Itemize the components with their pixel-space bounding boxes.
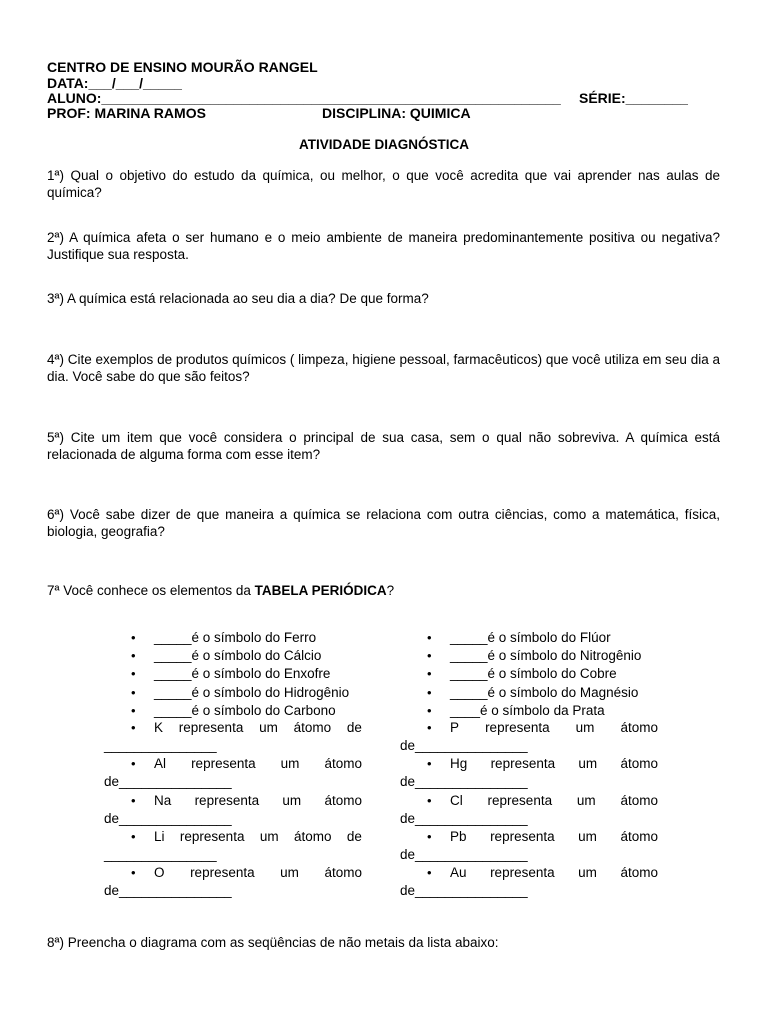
atom-word: um: [280, 756, 300, 772]
bullet-icon: •: [131, 828, 136, 844]
atom-answer-line: _______________: [104, 846, 217, 862]
atom-word: átomo: [620, 792, 658, 808]
atom-word: representa: [490, 828, 555, 844]
atom-item: [400, 865, 658, 901]
atom-word: um: [578, 756, 598, 772]
bullet-icon: •: [131, 792, 136, 808]
atom-word: representa: [179, 828, 245, 844]
question-4: 4ª) Cite exemplos de produtos químicos ( limpeza, higiene pessoal, farmacêuticos) que você utiliza em seu dia a dia. Você sabe do que são feitos?: [47, 352, 720, 384]
bullet-icon: •: [427, 828, 432, 844]
bullet-icon: •: [427, 648, 432, 664]
bullet-icon: •: [131, 666, 136, 682]
atom-word: átomo: [294, 828, 332, 844]
symbol-text: ____é o símbolo da Prata: [450, 702, 605, 718]
symbol-text: _____é o símbolo do Magnésio: [450, 684, 639, 700]
school-name: CENTRO DE ENSINO MOURÃO RANGEL: [47, 59, 318, 75]
atom-first-line: [154, 829, 362, 847]
symbol-item: [104, 684, 362, 702]
grade-line: SÉRIE:________: [579, 90, 688, 106]
symbol-item: [400, 647, 658, 665]
atom-first-line: [154, 793, 362, 811]
atom-word: representa: [191, 756, 256, 772]
atom-item: [104, 720, 362, 756]
atom-word: átomo: [324, 792, 362, 808]
symbol-text: _____é o símbolo do Hidrogênio: [154, 684, 350, 700]
right-element-column: [400, 629, 658, 901]
bullet-icon: •: [427, 630, 432, 645]
symbol-text: _____é o símbolo do Nitrogênio: [450, 648, 642, 664]
atom-word: de: [346, 719, 362, 735]
bullet-icon: •: [427, 719, 432, 735]
bullet-icon: •: [131, 648, 136, 664]
bullet-icon: •: [427, 865, 432, 881]
question-7: [47, 582, 720, 599]
symbol-item: [104, 702, 362, 720]
atom-first-line: [450, 865, 658, 883]
atom-word: um: [280, 865, 299, 881]
symbol-text: _____é o símbolo do Carbono: [154, 702, 336, 718]
question-3: 3ª) A química está relacionada ao seu dia a dia? De que forma?: [47, 291, 429, 306]
atom-answer-line: _______________: [104, 737, 217, 753]
atom-answer-line: de_______________: [400, 810, 528, 826]
atom-word: um: [259, 719, 278, 735]
atom-word: Cl: [450, 792, 463, 808]
atom-item: [104, 756, 362, 792]
atom-word: átomo: [620, 865, 658, 881]
bullet-icon: •: [131, 630, 136, 645]
symbol-item: [104, 629, 362, 647]
teacher-name: PROF: MARINA RAMOS: [47, 105, 206, 121]
atom-answer-line: de_______________: [400, 883, 528, 899]
bullet-icon: •: [427, 756, 432, 772]
bullet-icon: •: [427, 666, 432, 682]
atom-first-line: [154, 865, 362, 883]
atom-word: representa: [194, 792, 260, 808]
bullet-icon: •: [131, 756, 136, 772]
question-7-bold: TABELA PERIÓDICA: [254, 583, 387, 598]
atom-word: representa: [178, 719, 244, 735]
atom-word: K: [154, 719, 164, 735]
atom-answer-line: de_______________: [400, 737, 528, 753]
atom-word: um: [578, 865, 597, 881]
atom-item: [400, 720, 658, 756]
atom-answer-line: de_______________: [400, 846, 528, 862]
symbol-item: [400, 665, 658, 683]
atom-word: Au: [450, 865, 467, 881]
atom-word: representa: [487, 792, 553, 808]
atom-word: representa: [485, 719, 550, 735]
atom-word: um: [282, 792, 302, 808]
symbol-item: [104, 665, 362, 683]
atom-word: um: [578, 828, 597, 844]
symbol-text: _____é o símbolo do Ferro: [154, 630, 317, 645]
atom-word: um: [576, 792, 596, 808]
atom-item: [104, 829, 362, 865]
bullet-icon: •: [427, 684, 432, 700]
atom-item: [104, 865, 362, 901]
atom-word: Li: [154, 828, 165, 844]
bullet-icon: •: [427, 792, 432, 808]
symbol-item: [400, 629, 658, 647]
atom-word: um: [575, 719, 595, 735]
atom-word: Na: [154, 792, 172, 808]
atom-word: um: [259, 828, 279, 844]
question-5: 5ª) Cite um item que você considera o principal de sua casa, sem o qual não sobreviva. A química está relacionada de alguma forma com esse item?: [47, 430, 720, 462]
atom-word: átomo: [620, 719, 658, 735]
student-line: ALUNO:___________________________________________________________: [47, 90, 561, 106]
atom-first-line: [450, 793, 658, 811]
atom-word: átomo: [293, 719, 332, 735]
symbol-text: _____é o símbolo do Flúor: [450, 630, 611, 645]
symbol-item: [400, 684, 658, 702]
atom-answer-line: de_______________: [104, 883, 232, 899]
question-6: 6ª) Você sabe dizer de que maneira a química se relaciona com outra ciências, como a matemática, física, biologia, geografia?: [47, 507, 720, 539]
atom-first-line: [154, 720, 362, 738]
symbol-text: _____é o símbolo do Cobre: [450, 666, 617, 682]
atom-first-line: [450, 720, 658, 738]
bullet-icon: •: [131, 719, 136, 735]
atom-word: de: [346, 828, 362, 844]
atom-answer-line: de_______________: [400, 774, 528, 790]
question-7-prefix: 7ª Você conhece os elementos da: [47, 583, 255, 598]
bullet-icon: •: [131, 702, 136, 718]
left-element-column: [104, 629, 362, 901]
atom-item: [400, 829, 658, 865]
bullet-icon: •: [427, 702, 432, 718]
question-2: 2ª) A química afeta o ser humano e o meio ambiente de maneira predominantemente positiva ou negativa? Justifique sua resposta.: [47, 230, 720, 262]
atom-word: Hg: [450, 756, 468, 772]
symbol-text: _____é o símbolo do Cálcio: [154, 648, 322, 664]
atom-word: átomo: [324, 865, 362, 881]
atom-answer-line: de_______________: [104, 774, 232, 790]
date-line: DATA:___/___/_____: [47, 75, 182, 91]
atom-item: [400, 793, 658, 829]
atom-word: Pb: [450, 828, 467, 844]
question-8: 8ª) Preencha o diagrama com as seqüências de não metais da lista abaixo:: [47, 935, 499, 950]
atom-word: Al: [154, 756, 167, 772]
atom-word: representa: [490, 865, 555, 881]
symbol-item: [104, 647, 362, 665]
atom-word: representa: [190, 865, 255, 881]
symbol-item: [400, 702, 658, 720]
question-7-suffix: ?: [386, 583, 395, 598]
bullet-icon: •: [131, 684, 136, 700]
atom-word: O: [154, 865, 165, 881]
subject-name: DISCIPLINA: QUIMICA: [322, 105, 471, 121]
atom-first-line: [450, 829, 658, 847]
atom-word: átomo: [620, 828, 658, 844]
atom-word: representa: [490, 756, 556, 772]
atom-word: átomo: [324, 756, 362, 772]
atom-item: [104, 793, 362, 829]
symbol-text: _____é o símbolo do Enxofre: [154, 666, 331, 682]
activity-title: ATIVIDADE DIAGNÓSTICA: [298, 137, 469, 152]
atom-item: [400, 756, 658, 792]
atom-first-line: [450, 756, 658, 774]
atom-answer-line: de_______________: [104, 810, 232, 826]
atom-word: P: [450, 719, 460, 735]
question-1: 1ª) Qual o objetivo do estudo da química, ou melhor, o que você acredita que vai aprender nas aulas de química?: [47, 168, 720, 200]
bullet-icon: •: [131, 865, 136, 881]
atom-word: átomo: [620, 756, 658, 772]
atom-first-line: [154, 756, 362, 774]
